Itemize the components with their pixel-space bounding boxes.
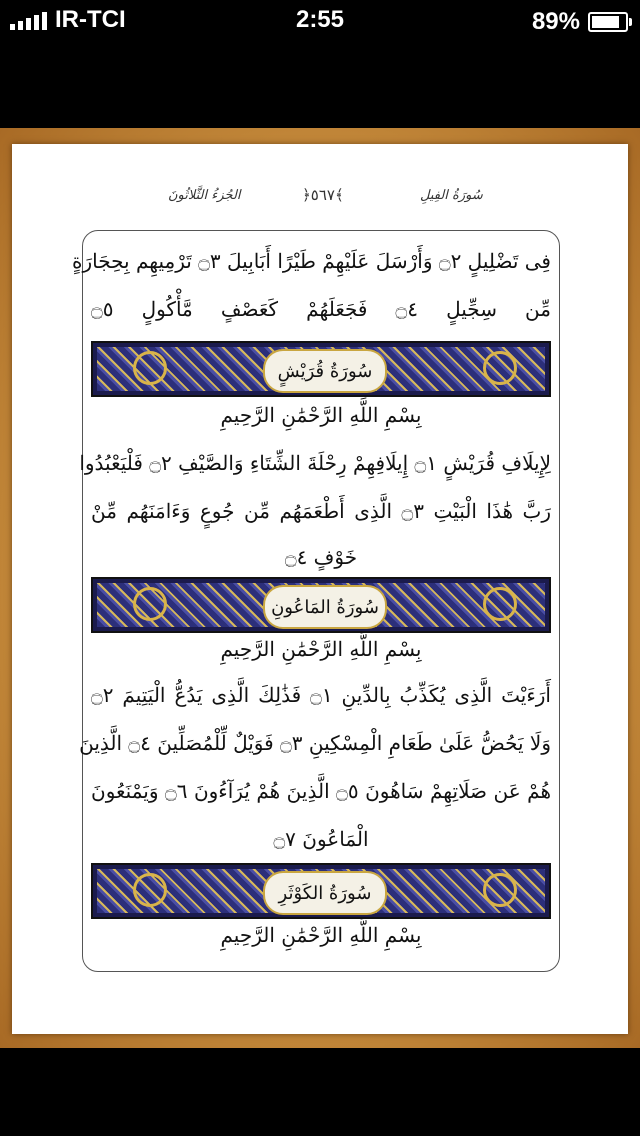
verse-line[interactable]: فِى تَضْلِيلٍ ۝٢ وَأَرْسَلَ عَلَيْهِمْ طَيْرًا أَبَابِيلَ ۝٣ تَرْمِيهِم بِحِجَارَةٍ bbox=[71, 249, 551, 273]
basmala: بِسْمِ اللَّهِ الرَّحْمَٰنِ الرَّحِيمِ bbox=[220, 403, 422, 427]
surah-title: سُورَةُ المَاعُونِ bbox=[263, 585, 387, 629]
page-header bbox=[12, 184, 628, 214]
mushaf-page[interactable] bbox=[12, 144, 628, 1034]
basmala: بِسْمِ اللَّهِ الرَّحْمَٰنِ الرَّحِيمِ bbox=[220, 923, 422, 947]
surah-title: سُورَةُ قُرَيْشٍ bbox=[263, 349, 387, 393]
bottom-bar bbox=[0, 1048, 640, 1136]
basmala: بِسْمِ اللَّهِ الرَّحْمَٰنِ الرَّحِيمِ bbox=[220, 637, 422, 661]
header-surah-name: سُورَةُ الفِيلِ bbox=[420, 188, 483, 203]
verse-line[interactable]: أَرَءَيْتَ الَّذِى يُكَذِّبُ بِالدِّينِ ۝١ فَذَٰلِكَ الَّذِى يَدُعُّ الْيَتِيمَ ۝٢ bbox=[91, 683, 551, 707]
page-number: ﴿٥٦٧﴾ bbox=[302, 186, 344, 204]
verse-line[interactable]: الْمَاعُونَ ۝٧ bbox=[273, 827, 369, 851]
verse-line[interactable]: مِّن سِجِّيلٍ ۝٤ فَجَعَلَهُمْ كَعَصْفٍ مَّأْكُولٍ ۝٥ bbox=[91, 297, 551, 321]
verse-line[interactable]: رَبَّ هَٰذَا الْبَيْتِ ۝٣ الَّذِى أَطْعَمَهُم مِّن جُوعٍ وَءَامَنَهُم مِّنْ bbox=[91, 499, 551, 523]
verse-line[interactable]: خَوْفٍ ۝٤ bbox=[284, 545, 358, 569]
text-frame bbox=[71, 230, 560, 972]
surah-banner-kawthar bbox=[91, 863, 551, 919]
status-bar bbox=[0, 0, 640, 40]
battery-percent: 89% bbox=[531, 8, 580, 35]
clock: 2:55 bbox=[295, 6, 345, 33]
verse-line[interactable]: لِإِيلَافِ قُرَيْشٍ ۝١ إِيلَافِهِمْ رِحْلَةَ الشِّتَاءِ وَالصَّيْفِ ۝٢ فَلْيَعْبُدُوا bbox=[79, 451, 551, 475]
battery-icon bbox=[588, 12, 628, 32]
carrier-label: IR-TCI bbox=[55, 6, 126, 33]
header-juz-name: الجُزءُ الثَّلاثُونَ bbox=[168, 188, 241, 203]
surah-banner-maun bbox=[91, 577, 551, 633]
verse-line[interactable]: هُمْ عَن صَلَاتِهِمْ سَاهُونَ ۝٥ الَّذِينَ هُمْ يُرَآءُونَ ۝٦ وَيَمْنَعُونَ bbox=[91, 779, 551, 803]
surah-title: سُورَةُ الكَوْثَرِ bbox=[263, 871, 387, 915]
battery-indicator bbox=[532, 8, 628, 36]
verse-line[interactable]: وَلَا يَحُضُّ عَلَىٰ طَعَامِ الْمِسْكِينِ ۝٣ فَوَيْلٌ لِّلْمُصَلِّينَ ۝٤ الَّذِينَ bbox=[79, 731, 551, 755]
surah-banner-quraish bbox=[91, 341, 551, 397]
